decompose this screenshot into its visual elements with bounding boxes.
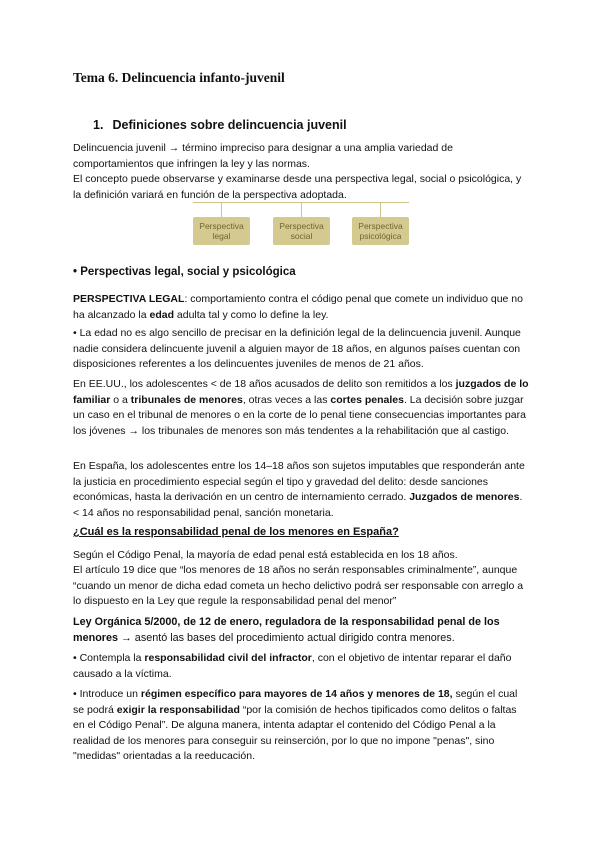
section-number: 1. — [93, 118, 104, 132]
legal-perspective-paragraph: PERSPECTIVA LEGAL: comportamiento contra el código penal que comete un individuo que no ha alcanzado la edad adulta tal y como lo define la ley. — [73, 293, 523, 321]
age-paragraph: • La edad no es algo sencillo de precisar en la definición legal de la delincuencia juvenil. Aunque nadie considera delincuente juvenil a alguien mayor de 18 años, en algunos países cuentan con disposiciones referentes a los delincuentes juveniles de menos de 21 años. — [73, 327, 521, 371]
diagram-box-legal: Perspectiva legal — [193, 217, 250, 245]
regime-paragraph: • Introduce un régimen específico para mayores de 14 años y menores de 18, según el cual se podrá exigir la responsabilidad “por la comisión de hechos tipificados como delitos o faltas en el Código Penal”. De alguna manera, intenta adaptar el contenido del Código Penal a la realidad de los menores para conseguir su reinserción, por lo que no impone "penas", sino "medidas" orientadas a la reeducación. — [73, 688, 518, 763]
section-label: Definiciones sobre delincuencia juvenil — [112, 118, 347, 132]
page-title: Tema 6. Delincuencia infanto-juvenil — [73, 70, 285, 85]
civil-responsibility-paragraph: • Contempla la responsabilidad civil del infractor, con el objetivo de intentar reparar el daño causado a la víctima. — [73, 652, 512, 680]
penal-code-line-2: El artículo 19 dice que “los menores de 18 años no serán responsables criminalmente”, aunque “cuando un menor de dicha edad cometa un hecho delictivo podrá ser responsable con arreglo a lo dispuesto en la Ley que regule la responsabilidad penal del menor” — [73, 564, 524, 608]
diagram-box-social: Perspectiva social — [273, 217, 330, 245]
intro-paragraph-2: El concepto puede observarse y examinarse desde una perspectiva legal, social o psicológica, y la definición variará en función de la perspectiva adoptada. — [73, 173, 522, 201]
perspectives-heading: • Perspectivas legal, social y psicológica — [73, 266, 296, 278]
penal-code-line-1: Según el Código Penal, la mayoría de edad penal está establecida en los 18 años. — [73, 549, 458, 561]
intro-paragraph-1: Delincuencia juvenil → término impreciso para designar a una amplia variedad de comportamientos que infringen la ley y las normas. — [73, 142, 453, 170]
organic-law-paragraph: Ley Orgánica 5/2000, de 12 de enero, reguladora de la responsabilidad penal de los menores → asentó las bases del procedimiento actual dirigido contra menores. — [73, 616, 500, 644]
eeuu-paragraph: En EE.UU., los adolescentes < de 18 años acusados de delito son remitidos a los juzgados de lo familiar o a tribunales de menores, otras veces a las cortes penales. La decisión sobre juzgar un caso en el tribunal de menores o en la corte de lo penal tiene consecuencias importantes para los jóvenes → los tribunales de menores son más tendentes a la rehabilitación que al castigo. — [73, 378, 529, 437]
spain-paragraph: En España, los adolescentes entre los 14–18 años son sujetos imputables que responderán ante la justicia en procedimiento especial según el tipo y gravedad del delito: desde sanciones económicas, hasta la derivación en un centro de internamiento cerrado. Juzgados de menores. < 14 años no responsabilidad penal, sanción monetaria. — [73, 460, 525, 519]
question-heading: ¿Cuál es la responsabilidad penal de los menores en España? — [73, 526, 399, 538]
diagram-box-psicologica: Perspectiva psicológica — [352, 217, 409, 245]
section-heading — [93, 118, 347, 132]
perspectives-diagram — [193, 200, 409, 246]
